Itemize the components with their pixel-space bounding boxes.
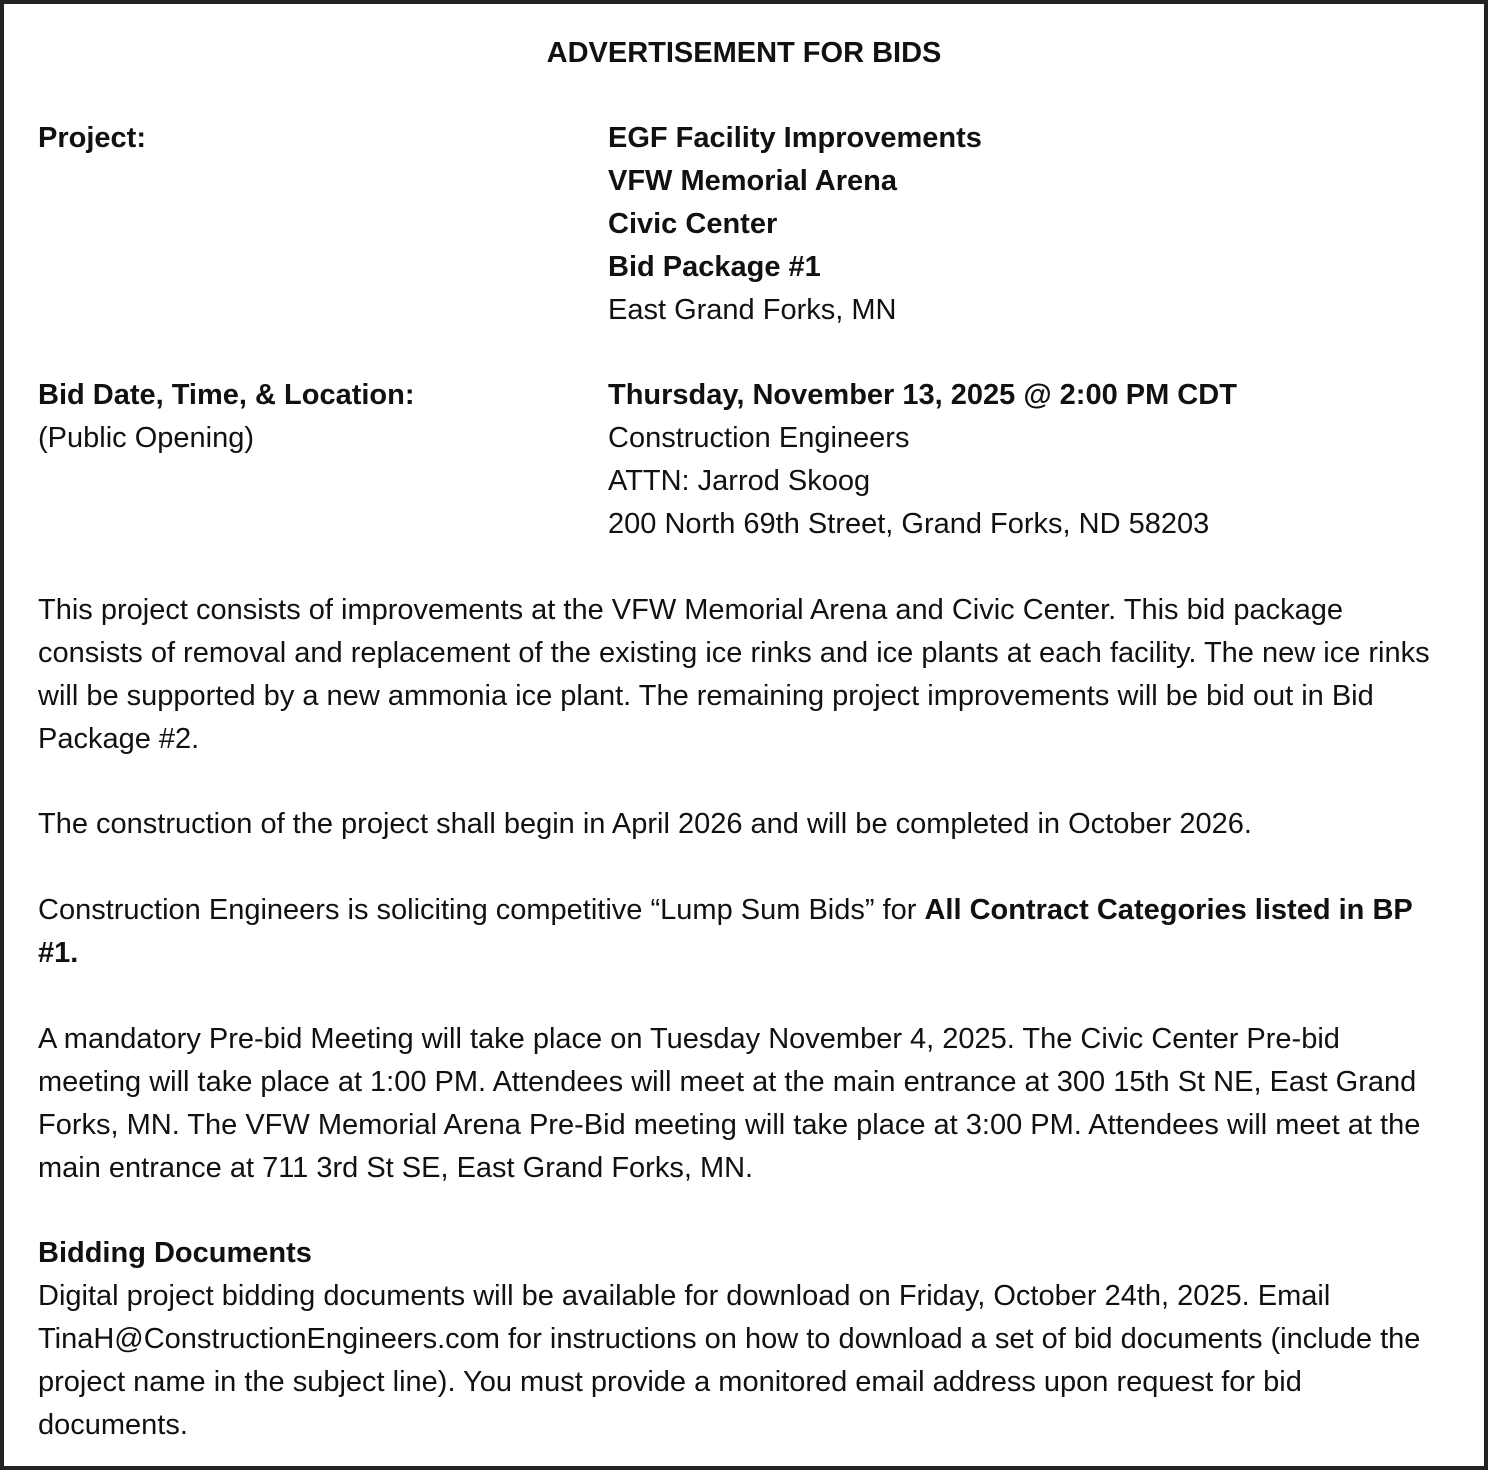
bid-address: 200 North 69th Street, Grand Forks, ND 58203 <box>608 508 1210 540</box>
page-title: ADVERTISEMENT FOR BIDS <box>546 37 942 69</box>
bidding-documents-heading: Bidding Documents <box>38 1237 312 1269</box>
schedule-paragraph: The construction of the project shall begin in April 2026 and will be completed in October 2026. <box>38 808 1252 840</box>
project-location: East Grand Forks, MN <box>608 294 897 326</box>
bid-info-label: Bid Date, Time, & Location: <box>38 379 415 411</box>
bid-info-labels <box>38 374 598 460</box>
project-name: EGF Facility Improvements <box>608 122 982 154</box>
solicitation-text: Construction Engineers is soliciting competitive “Lump Sum Bids” for <box>38 894 925 926</box>
prebid-paragraph: A mandatory Pre-bid Meeting will take place on Tuesday November 4, 2025. The Civic Center Pre-bid meeting will take place at 1:00 PM. Attendees will meet at the main entrance at 300 15th St NE, East Grand Forks, MN. The VFW Memorial Arena Pre-Bid meeting will take place at 3:00 PM. Attendees will meet at the main entrance at 711 3rd St SE, East Grand Forks, MN. <box>38 1023 1421 1184</box>
bidding-documents-text: Digital project bidding documents will be available for download on Friday, October 24th, 2025. Email TinaH@ConstructionEngineers.com for instructions on how to download a set of bid documents (include the project name in the subject line). You must provide a monitored email address upon request for bid documents. <box>38 1280 1421 1441</box>
bid-info-details <box>608 374 1448 546</box>
bid-info-sublabel: (Public Opening) <box>38 422 254 454</box>
bid-attn: ATTN: Jarrod Skoog <box>608 465 871 497</box>
bid-company: Construction Engineers <box>608 422 910 454</box>
bidding-documents-section <box>38 1232 1450 1447</box>
project-venue-arena: VFW Memorial Arena <box>608 165 897 197</box>
project-details <box>608 117 1448 332</box>
bid-datetime: Thursday, November 13, 2025 @ 2:00 PM CDT <box>608 379 1237 411</box>
project-bid-package: Bid Package #1 <box>608 251 821 283</box>
project-venue-civic-center: Civic Center <box>608 208 778 240</box>
solicitation-categories: All Contract Categories listed in BP #1. <box>38 894 1413 969</box>
project-label: Project: <box>38 122 146 154</box>
solicitation-paragraph <box>38 889 1450 975</box>
scope-paragraph: This project consists of improvements at the VFW Memorial Arena and Civic Center. This bid package consists of removal and replacement of the existing ice rinks and ice plants at each facility. The new ice rinks will be supported by a new ammonia ice plant. The remaining project improvements will be bid out in Bid Package #2. <box>38 594 1430 755</box>
